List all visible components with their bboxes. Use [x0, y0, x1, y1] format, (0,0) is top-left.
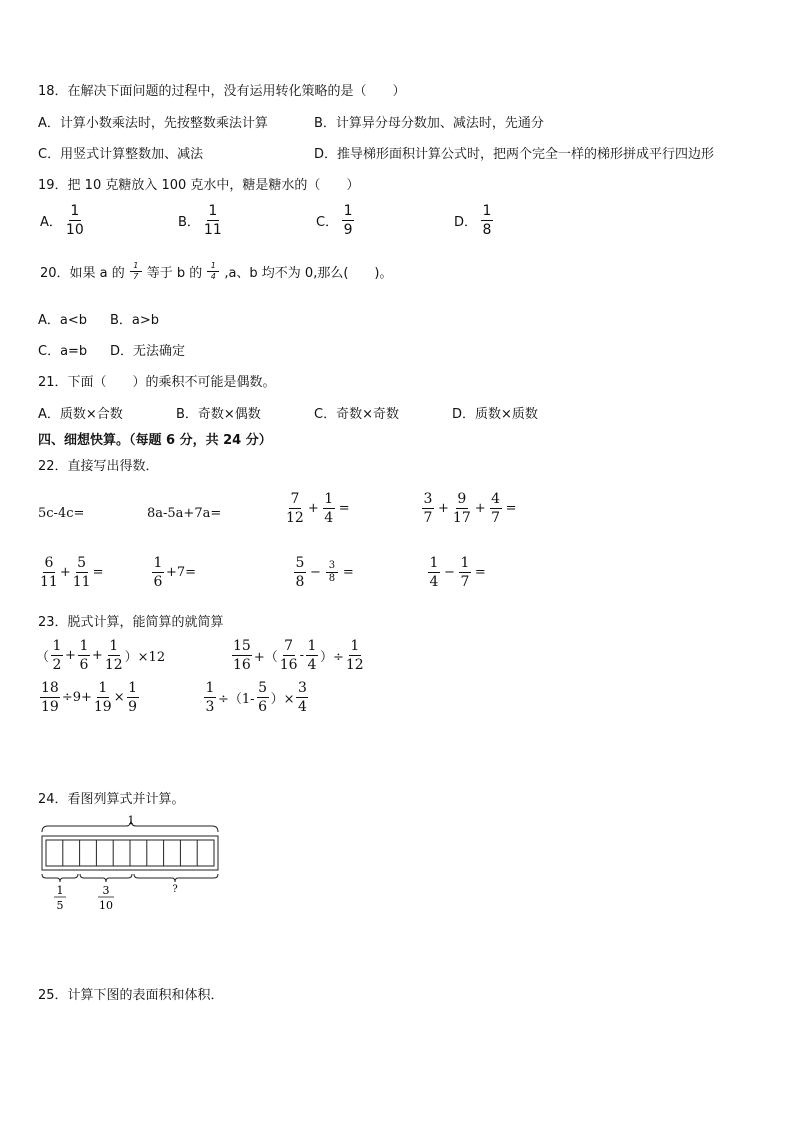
- q22-expr-1: 5c-4c=: [38, 506, 85, 521]
- q22-expr-7: [292, 556, 356, 589]
- q19-option-d-label: D．: [454, 215, 478, 230]
- q23-expr-1-frac-3: $\frac{1}{12}$: [104, 638, 123, 673]
- q23-stem: 23．脱式计算，能简算的就简算: [38, 615, 224, 630]
- q23-expr-4-close: ）×: [270, 692, 295, 707]
- q23-expr-2-op: -: [299, 648, 304, 663]
- q24-seg1-den: 5: [56, 899, 64, 912]
- q22-expr-6-frac-1: $\frac{1}{6}$: [153, 555, 163, 590]
- q22-expr-8: [426, 556, 488, 589]
- q23-expr-1-op-2: +: [91, 648, 103, 663]
- q23-expr-3-frac-2: $\frac{1}{19}$: [93, 680, 112, 715]
- q19-option-c-fraction: $\frac{1}{9}$: [343, 203, 353, 238]
- q20-fraction-2: $\frac{1}{4}$: [207, 262, 219, 281]
- q24-brace-seg3: [134, 874, 218, 882]
- q21-option-c: C．奇数×奇数: [314, 407, 399, 422]
- q18-option-c: C．用竖式计算整数加、减法: [38, 147, 204, 162]
- q23-expr-3-frac-1: $\frac{18}{19}$: [41, 680, 59, 715]
- q24-seg3-label: ?: [172, 884, 178, 895]
- q22-expr-7-frac-1: $\frac{5}{8}$: [295, 555, 305, 590]
- q22-expr-3-frac-2: $\frac{1}{4}$: [324, 491, 334, 526]
- q23-expr-3-mid: ÷9+: [61, 690, 92, 705]
- q22-expr-8-frac-2: $\frac{1}{7}$: [460, 555, 470, 590]
- q24-seg2-num: 3: [102, 884, 110, 897]
- q19-option-c-label: C．: [316, 215, 339, 230]
- q22-expr-4-op-2: +: [474, 501, 486, 516]
- q20-stem-part2: 等于 b 的: [146, 266, 203, 281]
- q24-brace-seg2: [80, 874, 132, 882]
- q24-cell-dividers: [63, 840, 197, 866]
- q22-expr-8-frac-1: $\frac{1}{4}$: [429, 555, 439, 590]
- q22-expr-4-op-1: +: [438, 501, 449, 516]
- q23-expr-2-frac-3: $\frac{1}{4}$: [307, 638, 317, 673]
- q20-fraction-1: $\frac{1}{7}$: [130, 262, 142, 281]
- q19-option-b-fraction: $\frac{1}{11}$: [203, 203, 222, 238]
- q19-option-c: [314, 204, 356, 237]
- q23-expr-4: [202, 681, 310, 714]
- q22-stem: 22．直接写出得数．: [38, 459, 159, 474]
- q23-expr-4-frac-1: $\frac{1}{3}$: [205, 680, 215, 715]
- q23-expr-3-op: ×: [113, 690, 125, 705]
- q22-expr-3-eq: =: [338, 501, 350, 516]
- q22-expr-7-op: −: [310, 565, 321, 580]
- q23-expr-4-frac-2: $\frac{5}{6}$: [258, 680, 268, 715]
- q21-option-a: A．质数×合数: [38, 407, 123, 422]
- q23-expr-2-frac-2: $\frac{7}{16}$: [279, 638, 298, 673]
- q22-expr-7-eq: =: [342, 565, 354, 580]
- q22-expr-5-frac-1: $\frac{6}{11}$: [40, 555, 58, 590]
- q22-expr-4-frac-2: $\frac{9}{17}$: [452, 491, 471, 526]
- q20-stem-part3: ,a、b 均不为 0,那么( )。: [224, 266, 393, 281]
- q23-expr-1-frac-2: $\frac{1}{6}$: [79, 638, 89, 673]
- q21-stem: 21．下面（ ）的乘积不可能是偶数。: [38, 375, 276, 390]
- q22-expr-5: [38, 556, 103, 589]
- q24-brace-seg1: [42, 874, 78, 882]
- section-4-title: 四、细想快算。（每题 6 分，共 24 分）: [38, 433, 272, 448]
- q23-expr-4-frac-3: $\frac{3}{4}$: [298, 680, 307, 715]
- q23-expr-2-frac-4: $\frac{1}{12}$: [345, 638, 364, 673]
- q22-expr-8-eq: =: [474, 565, 486, 580]
- q18-option-a: A．计算小数乘法时，先按整数乘法计算: [38, 116, 268, 131]
- q19-option-a: [38, 204, 86, 237]
- q23-expr-2-mid: +（: [253, 650, 278, 665]
- q19-option-a-fraction: $\frac{1}{10}$: [65, 203, 84, 238]
- q19-option-b-label: B．: [178, 215, 200, 230]
- q23-expr-1-close: ）×12: [124, 650, 166, 665]
- q18-option-b: B．计算异分母分数加、减法时，先通分: [314, 116, 544, 131]
- q21-option-d: D．质数×质数: [452, 407, 538, 422]
- q20-option-d: D．无法确定: [110, 344, 186, 359]
- q23-expr-2-close: ）÷: [319, 650, 344, 665]
- q20-stem: [38, 262, 394, 281]
- q22-expr-5-frac-2: $\frac{5}{11}$: [72, 555, 91, 590]
- q18-option-d: D．推导梯形面积计算公式时，把两个完全一样的梯形拼成平行四边形: [314, 147, 715, 162]
- q22-expr-3-op: +: [307, 501, 319, 516]
- q24-stem: 24．看图列算式并计算。: [38, 792, 185, 807]
- q24-top-label: 1: [127, 814, 135, 827]
- q23-expr-3: [38, 681, 141, 714]
- q23-expr-2: [230, 639, 366, 672]
- q20-option-b: B．a>b: [110, 313, 160, 328]
- q23-expr-3-frac-3: $\frac{1}{9}$: [128, 680, 138, 715]
- q19-option-b: [176, 204, 224, 237]
- q20-option-c: C．a=b: [38, 344, 88, 359]
- q22-expr-6: [150, 556, 196, 589]
- q19-option-d: [452, 204, 495, 237]
- q22-expr-2: 8a-5a+7a=: [147, 506, 222, 521]
- q22-expr-3-frac-1: $\frac{7}{12}$: [286, 491, 304, 526]
- q24-seg2-den: 10: [99, 899, 113, 912]
- q23-expr-1-frac-1: $\frac{1}{2}$: [52, 638, 62, 673]
- q21-option-b: B．奇数×偶数: [176, 407, 261, 422]
- q22-expr-5-eq: =: [92, 565, 104, 580]
- q23-expr-2-frac-1: $\frac{15}{16}$: [233, 638, 251, 673]
- q24-bar-diagram: [30, 812, 240, 916]
- q22-expr-4-frac-1: $\frac{3}{7}$: [423, 491, 433, 526]
- q20-option-a: A．a<b: [38, 313, 88, 328]
- q19-option-d-fraction: $\frac{1}{8}$: [482, 203, 492, 238]
- q22-expr-7-frac-2: $\frac{3}{8}$: [326, 561, 338, 584]
- q20-stem-part1: 20．如果 a 的: [40, 266, 125, 281]
- q22-expr-4-frac-3: $\frac{4}{7}$: [491, 491, 501, 526]
- q23-expr-4-mid: ÷（1-: [218, 692, 255, 707]
- q22-expr-4-eq: =: [505, 501, 517, 516]
- q18-stem: 18．在解决下面问题的过程中，没有运用转化策略的是（ ）: [38, 84, 406, 99]
- q22-expr-8-op: −: [444, 565, 455, 580]
- q23-expr-1-op-1: +: [65, 648, 76, 663]
- q19-stem: 19．把 10 克糖放入 100 克水中，糖是糖水的（ ）: [38, 178, 360, 193]
- q22-expr-6-tail: +7=: [166, 565, 197, 580]
- q25-stem: 25．计算下图的表面积和体积．: [38, 988, 224, 1003]
- q22-expr-3: [284, 492, 352, 525]
- q23-expr-1: [36, 639, 165, 672]
- q22-expr-4: [420, 492, 519, 525]
- q24-seg1-num: 1: [56, 884, 64, 897]
- q23-expr-1-open: （: [36, 650, 50, 665]
- q22-expr-5-op: +: [59, 565, 71, 580]
- q19-option-a-label: A．: [40, 215, 62, 230]
